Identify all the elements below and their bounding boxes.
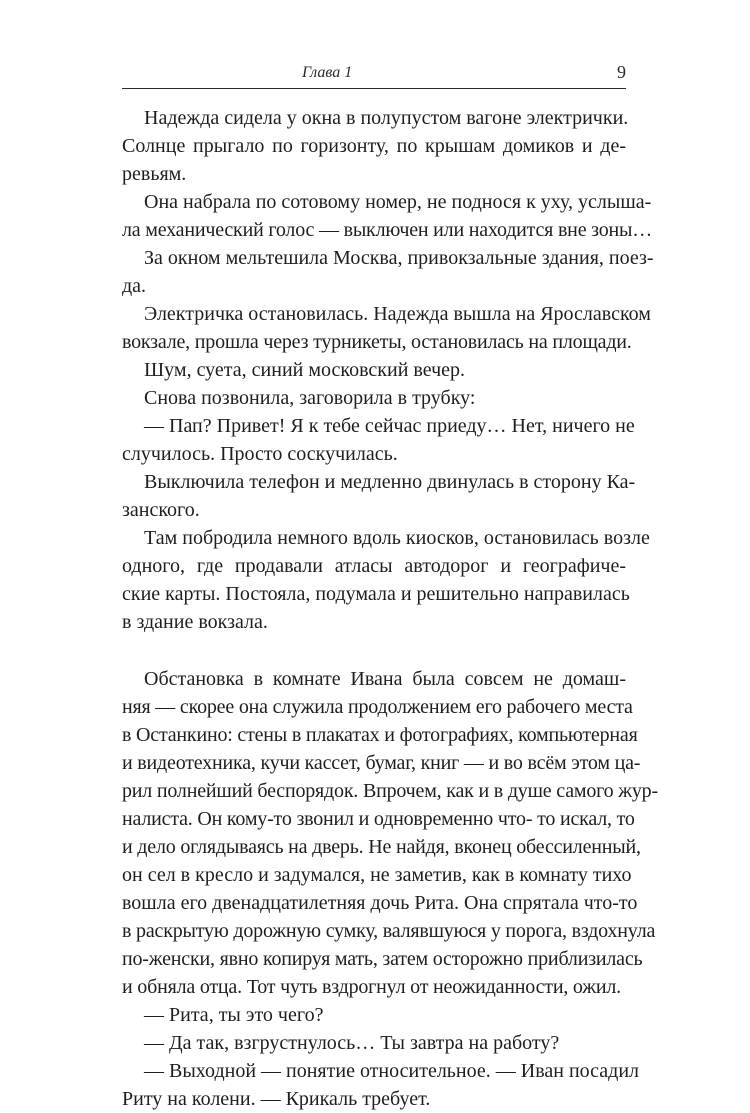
- section-break: [122, 636, 626, 665]
- text-line: и дело оглядываясь на дверь. Не найдя, вконец обессиленный,: [122, 836, 641, 858]
- text-line: Риту на колени. — Крикаль требует.: [122, 1088, 431, 1110]
- text-line: по-женски, явно копируя мать, затем осторожно приблизилась: [122, 948, 643, 970]
- text-line: Выключила телефон и медленно двинулась в сторону Ка-: [144, 471, 636, 493]
- text-line: Там побродила немного вдоль киосков, остановилась возле: [144, 527, 650, 549]
- text-line: ские карты. Постояла, подумала и решительно направилась: [122, 583, 630, 605]
- text-line: рил полнейший беспорядок. Впрочем, как и в душе самого жур-: [122, 780, 658, 802]
- text-line: — Рита, ты это чего?: [144, 1004, 324, 1026]
- text-line: одного, где продавали атласы автодорог и географиче-: [122, 555, 626, 577]
- text-line: налиста. Он кому-то звонил и одновременно что- то искал, то: [122, 808, 635, 830]
- text-line: в здание вокзала.: [122, 611, 268, 633]
- text-line: и обняла отца. Тот чуть вздрогнул от неожиданности, ожил.: [122, 976, 621, 998]
- text-line: Солнце прыгало по горизонту, по крышам домиков и де-: [122, 135, 626, 157]
- text-line: он сел в кресло и задумался, не заметив, как в комнату тихо: [122, 864, 632, 886]
- header-rule: [122, 88, 626, 89]
- text-line: в раскрытую дорожную сумку, валявшуюся у порога, вздохнула: [122, 920, 656, 942]
- running-head: [122, 62, 626, 88]
- text-line: Снова позвонила, заговорила в трубку:: [144, 387, 476, 409]
- text-line: — Выходной — понятие относительное. — Иван посадил: [144, 1060, 640, 1082]
- text-line: вошла его двенадцатилетняя дочь Рита. Она спрятала что-то: [122, 892, 638, 914]
- text-line: в Останкино: стены в плакатах и фотографиях, компьютерная: [122, 724, 638, 746]
- text-line: За окном мельтешила Москва, привокзальные здания, поез-: [144, 247, 654, 269]
- text-line: ла механический голос — выключен или находится вне зоны…: [122, 219, 653, 241]
- text-line: занского.: [122, 499, 200, 521]
- text-line: случилось. Просто соскучилась.: [122, 443, 398, 465]
- chapter-title: Глава 1: [302, 64, 353, 81]
- text-line: — Пап? Привет! Я к тебе сейчас приеду… Нет, ничего не: [144, 415, 635, 437]
- text-line: вокзале, прошла через турникеты, остановилась на площади.: [122, 331, 632, 353]
- text-line: Она набрала по сотовому номер, не поднося к уху, услыша-: [144, 191, 652, 213]
- text-line: Электричка остановилась. Надежда вышла на Ярославском: [144, 303, 651, 325]
- text-line: ревьям.: [122, 163, 187, 185]
- body-text: [122, 104, 658, 1113]
- page-number: 9: [617, 62, 626, 82]
- text-line: да.: [122, 275, 147, 297]
- text-line: и видеотехника, кучи кассет, бумаг, книг — и во всём этом ца-: [122, 752, 641, 774]
- text-line: Обстановка в комнате Ивана была совсем не домаш-: [144, 668, 626, 690]
- text-line: Шум, суета, синий московский вечер.: [144, 359, 466, 381]
- text-line: Надежда сидела у окна в полупустом вагоне электрички.: [144, 107, 629, 129]
- text-line: няя — скорее она служила продолжением его рабочего места: [122, 696, 633, 718]
- text-line: — Да так, взгрустнулось… Ты завтра на работу?: [144, 1032, 560, 1054]
